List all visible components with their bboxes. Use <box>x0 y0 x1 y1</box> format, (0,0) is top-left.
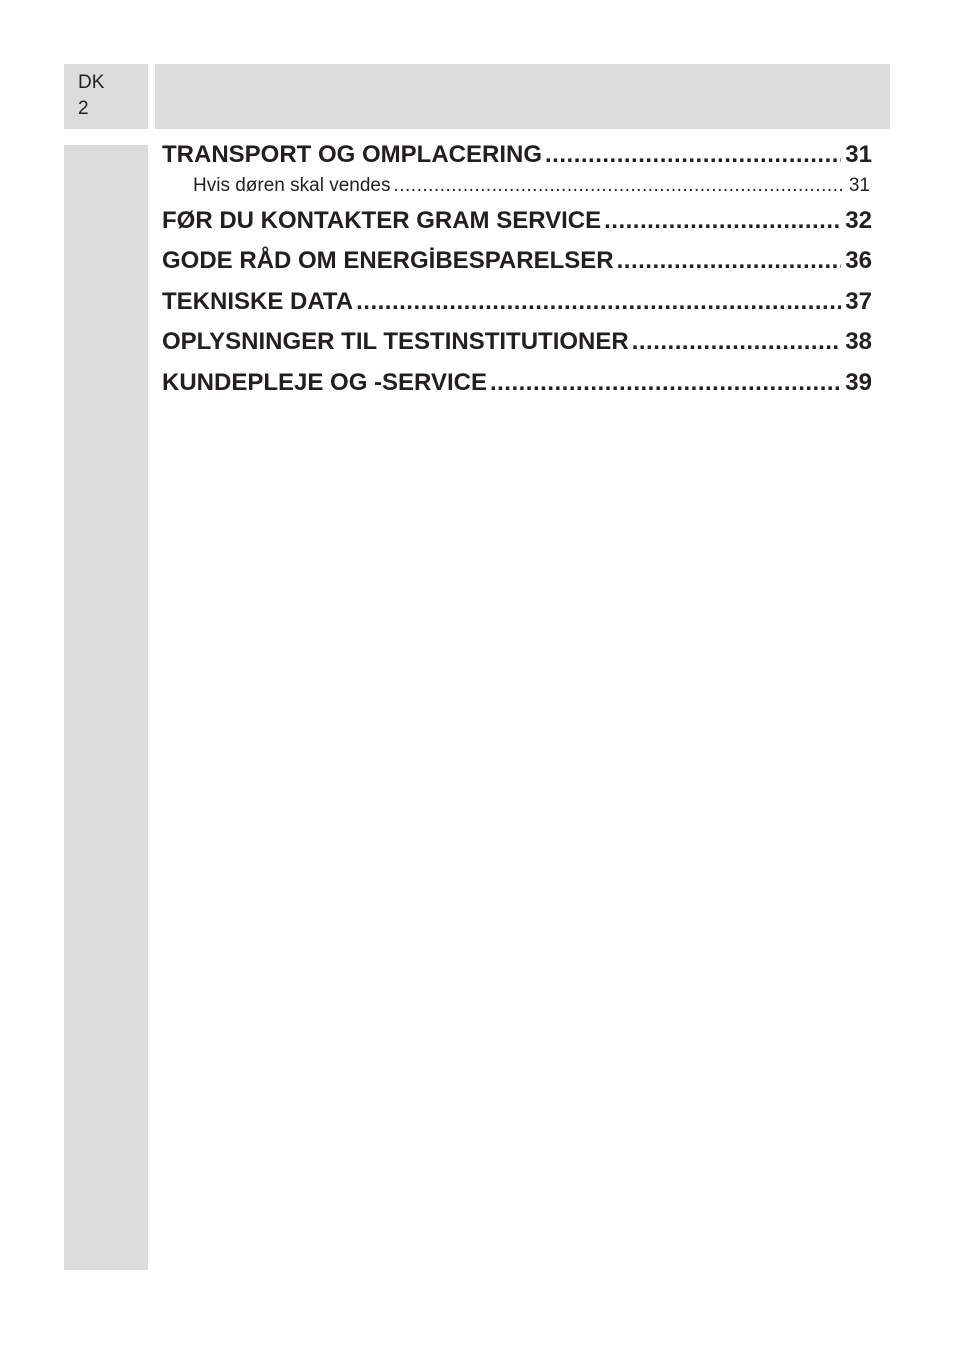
table-of-contents <box>162 138 872 406</box>
toc-entry-page: 31 <box>848 174 870 196</box>
toc-entry-page: 32 <box>845 206 872 234</box>
toc-leader-dots <box>490 366 841 400</box>
toc-leader-dots <box>604 204 841 238</box>
toc-entry-service[interactable] <box>162 204 872 245</box>
language-code: DK <box>78 72 105 93</box>
side-strip <box>64 145 148 1270</box>
header-tab <box>64 64 148 129</box>
toc-leader-dots <box>356 285 841 319</box>
toc-entry-title: TRANSPORT OG OMPLACERING <box>162 141 543 168</box>
page-number: 2 <box>78 98 89 119</box>
toc-entry-page: 39 <box>845 368 872 396</box>
toc-entry-door-reversal[interactable] <box>162 172 872 204</box>
toc-entry-title: KUNDEPLEJE OG -SERVICE <box>162 368 487 396</box>
toc-entry-test-institutions[interactable] <box>162 325 872 366</box>
toc-entry-title: GODE RÅD OM ENERGİBESPARELSER <box>162 247 614 274</box>
toc-entry-technical-data[interactable] <box>162 285 872 326</box>
toc-entry-title: Hvis døren skal vendes <box>193 174 391 196</box>
toc-leader-dots <box>393 172 844 200</box>
toc-entry-page: 36 <box>845 247 872 274</box>
toc-leader-dots <box>632 325 842 359</box>
toc-entry-title: TEKNISKE DATA <box>162 287 354 315</box>
toc-entry-title: FØR DU KONTAKTER GRAM SERVICE <box>162 206 602 234</box>
toc-leader-dots <box>617 244 842 278</box>
toc-leader-dots <box>545 138 841 172</box>
toc-entry-title: OPLYSNINGER TIL TESTINSTITUTIONER <box>162 328 629 355</box>
toc-entry-page: 31 <box>845 141 872 168</box>
toc-entry-customer-care[interactable] <box>162 366 872 407</box>
toc-entry-page: 37 <box>845 287 872 315</box>
toc-entry-page: 38 <box>845 328 872 355</box>
toc-entry-energy-saving[interactable] <box>162 244 872 285</box>
header-bar <box>155 64 890 129</box>
